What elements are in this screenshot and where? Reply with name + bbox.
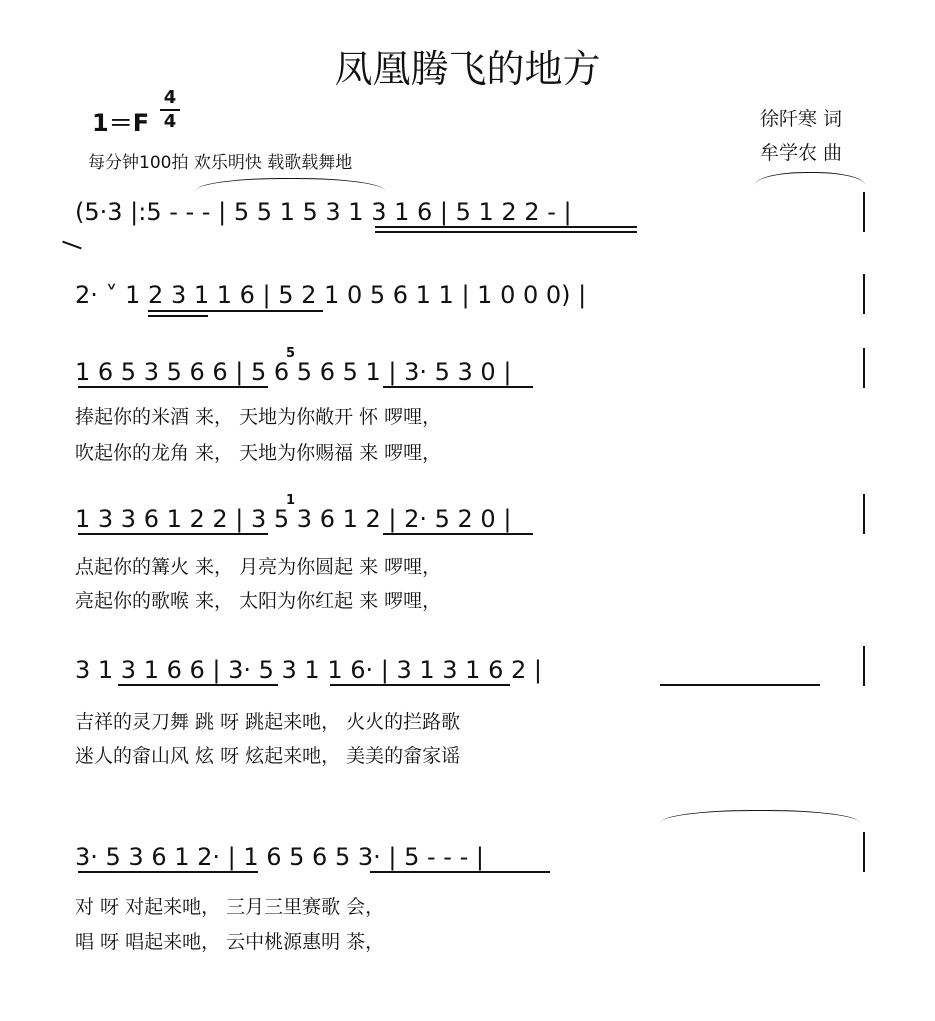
barline <box>863 832 865 872</box>
underline <box>375 231 637 233</box>
underline <box>383 533 533 535</box>
song-title: 凤凰腾飞的地方 <box>334 47 601 91</box>
staff-3-text: 1 6 5 3 5 6 6 | 5 6 5 6 5 1 | 3· 5 3 0 | <box>75 358 512 386</box>
barline <box>863 494 865 534</box>
staff-4-notes <box>75 505 511 533</box>
staff-1-notes <box>75 198 572 226</box>
underline <box>330 684 510 686</box>
staff-4-text: 1 3 3 6 1 2 2 | 3 5 3 6 1 2 | 2· 5 2 0 | <box>75 505 512 533</box>
staff-5-notes <box>75 656 542 684</box>
lyric-line: 吉祥的灵刀舞 跳 呀 跳起来吔， 火火的拦路歌 <box>75 711 461 733</box>
grace-note: 5 <box>286 346 296 361</box>
slur <box>195 178 385 191</box>
staff-6-notes <box>75 843 484 871</box>
slur <box>755 172 865 185</box>
grace-note: 1 <box>286 493 296 508</box>
lyric-line: 亮起你的歌喉 来， 太阳为你红起 来 啰哩， <box>75 590 442 612</box>
underline <box>148 310 323 312</box>
staff-6-text: 3· 5 3 6 1 2· | 1 6 5 6 5 3· | 5 - - - | <box>75 843 484 871</box>
time-signature-top: 4 <box>163 87 177 108</box>
staff-2-notes <box>75 281 586 309</box>
underline <box>78 386 268 388</box>
underline <box>78 871 258 873</box>
barline <box>863 348 865 388</box>
lyric-line: 迷人的畲山风 炫 呀 炫起来吔， 美美的畲家谣 <box>75 745 461 767</box>
underline <box>78 533 268 535</box>
staff-1-text: (5·3 |:5 - - - | 5 5 1 5 3 1 3 1 6 | 5 1 2 2 - | <box>75 198 572 226</box>
lyric-line: 捧起你的米酒 来， 天地为你敞开 怀 啰哩， <box>75 406 442 428</box>
barline <box>863 646 865 686</box>
lyric-line: 唱 呀 唱起来吔， 云中桃源惠明 茶， <box>75 931 385 953</box>
slur <box>660 810 860 823</box>
tempo-marking: 每分钟100拍 欢乐明快 载歌载舞地 <box>88 153 353 173</box>
composer-credit: 牟学农 曲 <box>760 142 843 164</box>
underline <box>660 684 820 686</box>
underline <box>375 226 637 228</box>
staff-2-text: 2· ˅ 1 2 3 1 1 6 | 5 2 1 0 5 6 1 1 | 1 0 0 0) | <box>75 281 587 309</box>
staff-5-text: 3 1 3 1 6 6 | 3· 5 3 1 1 6· | 3 1 3 1 6 2 | <box>75 656 542 684</box>
lyricist-credit: 徐阡寒 词 <box>760 108 843 130</box>
time-signature <box>160 88 180 132</box>
lyric-line: 对 呀 对起来吔， 三月三里赛歌 会， <box>75 896 385 918</box>
lyric-line: 吹起你的龙角 来， 天地为你赐福 来 啰哩， <box>75 442 442 464</box>
underline <box>148 315 208 317</box>
staff-3-notes <box>75 358 511 386</box>
barline <box>863 192 865 232</box>
underline <box>118 684 278 686</box>
key-signature: 1＝F <box>92 109 150 137</box>
barline <box>863 274 865 314</box>
underline <box>383 386 533 388</box>
underline <box>370 871 550 873</box>
time-signature-bottom: 4 <box>163 111 177 132</box>
lyric-line: 点起你的篝火 来， 月亮为你圆起 来 啰哩， <box>75 556 442 578</box>
tie-mark <box>62 241 81 249</box>
